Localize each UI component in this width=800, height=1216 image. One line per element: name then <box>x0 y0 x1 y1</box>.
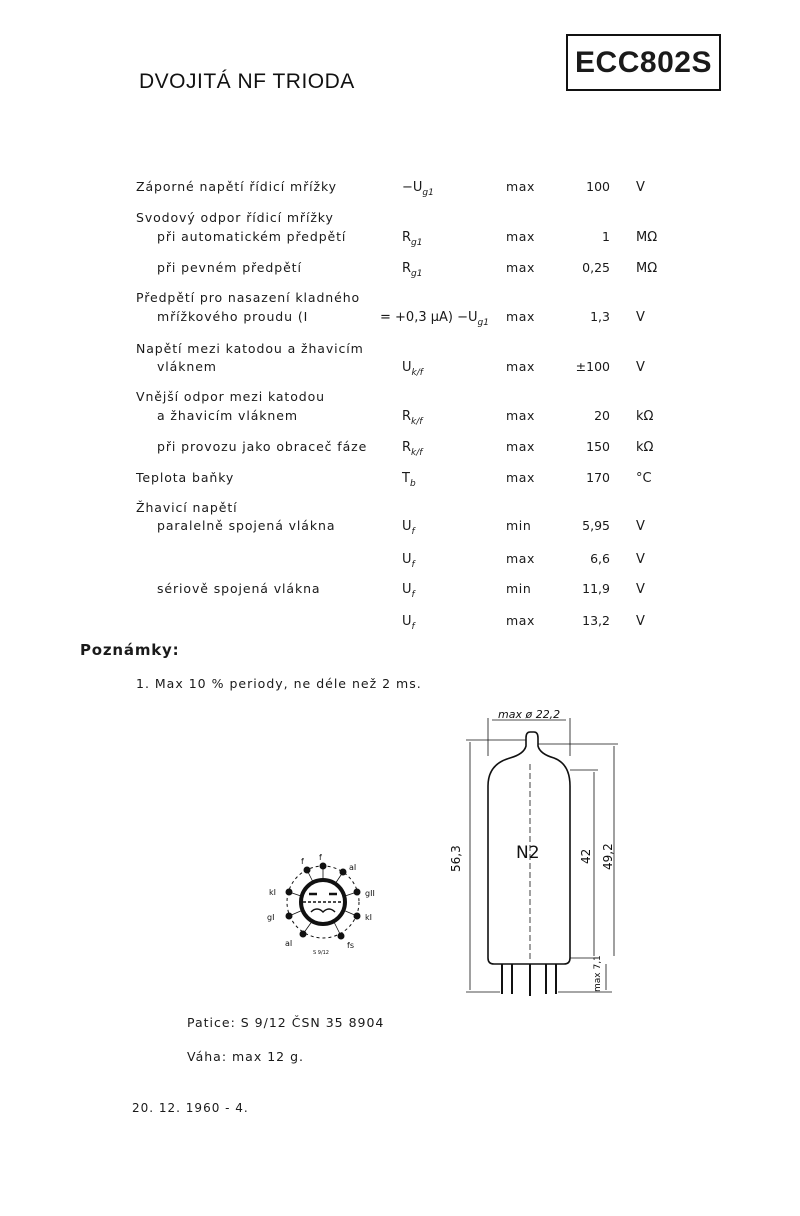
parameter-label: paralelně spojená vlákna <box>157 518 336 533</box>
symbol-subscript: g1 <box>411 269 423 279</box>
notes-title: Poznámky: <box>80 641 180 659</box>
symbol-main: −U <box>402 180 423 195</box>
parameter-unit: V <box>636 582 645 597</box>
symbol-subscript: k/f <box>411 448 423 458</box>
socket-spec: Patice: S 9/12 ČSN 35 8904 <box>187 1015 385 1030</box>
parameter-label: Teplota baňky <box>136 470 235 485</box>
symbol-subscript: g1 <box>422 188 434 198</box>
parameter-value: 170 <box>586 470 610 485</box>
parameter-qualifier: max <box>506 260 536 275</box>
parameter-unit: kΩ <box>636 440 654 455</box>
symbol-main: U <box>402 614 412 629</box>
parameter-symbol <box>402 440 423 458</box>
note-item: 1. Max 10 % periody, ne déle než 2 ms. <box>136 676 422 691</box>
symbol-subscript: k/f <box>411 368 423 378</box>
page-title: DVOJITÁ NF TRIODA <box>139 70 355 93</box>
parameter-unit: V <box>636 360 645 375</box>
parameter-label: Žhavicí napětí <box>136 500 238 515</box>
parameter-qualifier: max <box>506 613 536 628</box>
parameter-label: Svodový odpor řídicí mřížky <box>136 210 334 225</box>
symbol-subscript: f <box>411 590 415 600</box>
parameter-value: 0,25 <box>582 260 610 275</box>
parameter-label: mřížkového proudu (I <box>157 309 309 324</box>
pin-label: fs <box>347 941 354 950</box>
symbol-main: U <box>402 582 412 597</box>
parameter-symbol <box>402 409 423 427</box>
pin-label: aI <box>285 939 293 948</box>
parameter-value: 1 <box>602 229 610 244</box>
symbol-subscript: f <box>411 560 415 570</box>
parameter-value: 13,2 <box>582 613 610 628</box>
parameter-value: 20 <box>594 408 610 423</box>
socket-diagram <box>255 850 395 960</box>
tube-marking: N2 <box>516 843 540 863</box>
total-height-label: 56,3 <box>449 845 463 872</box>
symbol-main: R <box>402 409 412 424</box>
symbol-main: R <box>402 230 412 245</box>
parameter-unit: V <box>636 552 645 567</box>
parameter-unit: MΩ <box>636 261 658 276</box>
parameter-unit: MΩ <box>636 230 658 245</box>
parameter-label: sériově spojená vlákna <box>157 581 321 596</box>
parameter-qualifier: max <box>506 229 536 244</box>
parameter-label: a žhavicím vláknem <box>157 408 298 423</box>
parameter-label: Napětí mezi katodou a žhavicím <box>136 341 364 356</box>
parameter-qualifier: max <box>506 408 536 423</box>
parameter-qualifier: min <box>506 518 532 533</box>
parameter-unit: kΩ <box>636 409 654 424</box>
parameter-value: 11,9 <box>582 581 610 596</box>
parameter-value: 5,95 <box>582 518 610 533</box>
parameter-unit: V <box>636 180 645 195</box>
tube-type-label: ECC802S <box>575 45 712 79</box>
parameter-label: Záporné napětí řídicí mřížky <box>136 179 337 194</box>
parameter-symbol <box>402 582 415 600</box>
symbol-main: = +0,3 μA) −U <box>380 310 478 325</box>
symbol-subscript: f <box>411 622 415 632</box>
top-height-label: 49,2 <box>601 843 615 870</box>
parameter-label: při pevném předpětí <box>157 260 302 275</box>
issue-date: 20. 12. 1960 - 4. <box>132 1101 249 1115</box>
parameter-value: 150 <box>586 439 610 454</box>
parameter-value: 100 <box>586 179 610 194</box>
parameter-qualifier: min <box>506 581 532 596</box>
tube-type-box <box>566 34 721 91</box>
symbol-main: U <box>402 360 412 375</box>
symbol-main: U <box>402 519 412 534</box>
parameter-symbol <box>402 614 415 632</box>
symbol-main: U <box>402 552 412 567</box>
parameter-label: Vnější odpor mezi katodou <box>136 389 325 404</box>
parameter-qualifier: max <box>506 309 536 324</box>
parameter-symbol <box>402 552 415 570</box>
parameter-symbol <box>402 471 416 489</box>
pin-label: f <box>301 857 304 866</box>
parameter-symbol <box>402 360 423 378</box>
parameter-symbol <box>402 519 415 537</box>
socket-label: S 9/12 <box>313 950 329 956</box>
pin-label: aI <box>349 863 357 872</box>
pin-label: kI <box>269 888 276 897</box>
symbol-main: R <box>402 440 412 455</box>
parameter-label: vláknem <box>157 359 217 374</box>
parameter-qualifier: max <box>506 439 536 454</box>
symbol-main: T <box>402 471 410 486</box>
parameter-symbol <box>380 310 489 328</box>
parameter-unit: V <box>636 614 645 629</box>
parameter-qualifier: max <box>506 551 536 566</box>
symbol-main: R <box>402 261 412 276</box>
pin-label: kI <box>365 913 372 922</box>
parameter-qualifier: max <box>506 470 536 485</box>
pin-label: gI <box>267 913 275 922</box>
pin-label: f <box>319 853 322 862</box>
tube-dimension-drawing <box>440 700 640 1000</box>
parameter-value: 6,6 <box>590 551 610 566</box>
parameter-unit: °C <box>636 471 652 486</box>
parameter-label: při automatickém předpětí <box>157 229 347 244</box>
pin-label: gII <box>365 889 375 898</box>
parameter-label: Předpětí pro nasazení kladného <box>136 290 361 305</box>
parameter-qualifier: max <box>506 359 536 374</box>
parameter-label: při provozu jako obraceč fáze <box>157 439 368 454</box>
diameter-label: max ø 22,2 <box>498 708 561 721</box>
parameter-unit: V <box>636 519 645 534</box>
parameter-symbol <box>402 180 434 198</box>
body-height-label: 42 <box>579 848 593 864</box>
pin-length-label: max 7,1 <box>593 955 603 992</box>
symbol-subscript: g1 <box>477 318 489 328</box>
symbol-subscript: k/f <box>411 417 423 427</box>
symbol-subscript: g1 <box>411 238 423 248</box>
parameter-symbol <box>402 261 423 279</box>
parameter-symbol <box>402 230 423 248</box>
parameter-value: ±100 <box>575 359 610 374</box>
symbol-subscript: b <box>409 479 416 489</box>
weight-spec: Váha: max 12 g. <box>187 1049 305 1064</box>
parameter-qualifier: max <box>506 179 536 194</box>
symbol-subscript: f <box>411 527 415 537</box>
parameter-value: 1,3 <box>590 309 610 324</box>
parameter-unit: V <box>636 310 645 325</box>
